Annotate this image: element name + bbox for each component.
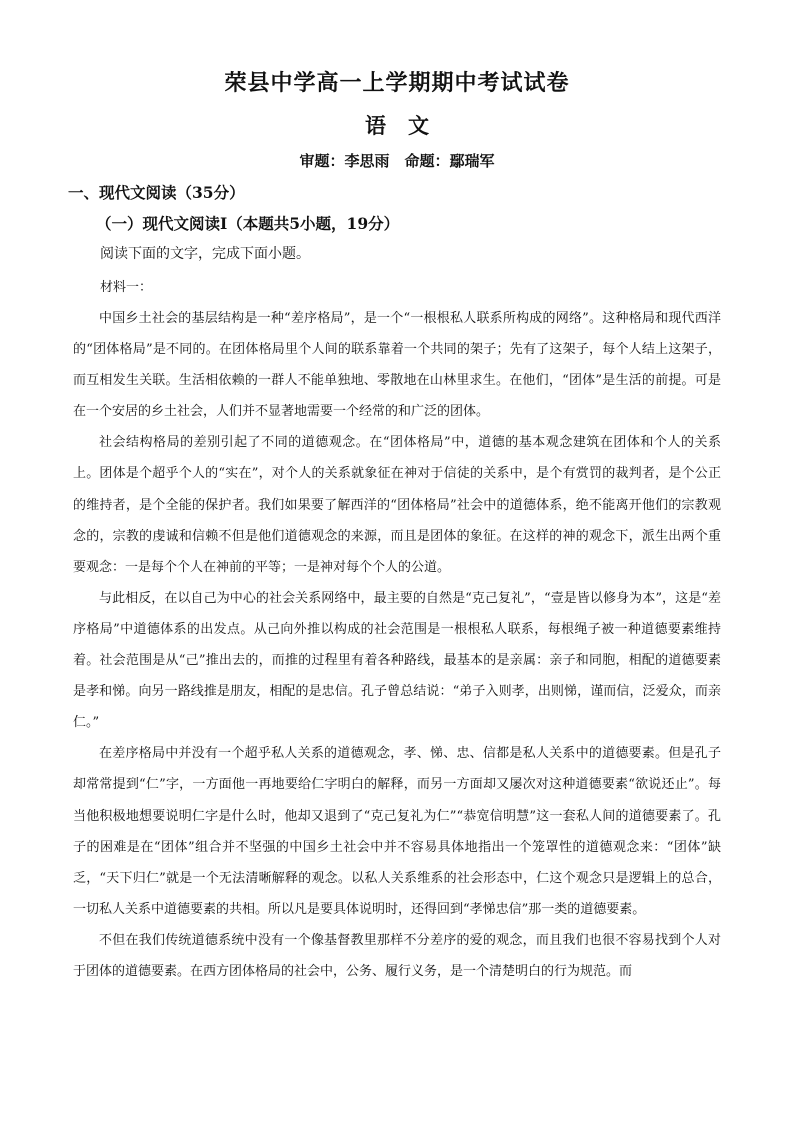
passage-paragraph: 社会结构格局的差别引起了不同的道德观念。在“团体格局”中，道德的基本观念建筑在团体和个人的关系上。团体是个超乎个人的“实在”，对个人的关系就象征在神对于信徒的关系中，是个有赏罚的裁判者，是个公正的维持者，是个全能的保护者。我们如果要了解西洋的“团体格局”社会中的道德体系，绝不能离开他们的宗教观念的，宗教的虔诚和信赖不但是他们道德观念的来源，而且是团体的象征。在这样的神的观念下，派生出两个重要观念：一是每个个人在神前的平等；一是神对每个个人的公道。 (73, 435, 721, 575)
exam-title: 荣县中学高一上学期期中考试试卷 (224, 70, 570, 96)
section-heading: 一、现代文阅读（35分） (68, 183, 245, 202)
reading-instruction: 阅读下面的文字，完成下面小题。 (100, 246, 310, 262)
reviewers-line: 审题：李思雨 命题：鄢瑞军 (299, 152, 495, 170)
material-label: 材料一： (100, 280, 153, 295)
passage-paragraph: 中国乡土社会的基层结构是一种“差序格局”，是一个“一根根私人联系所构成的网络”。这种格局和现代西洋的“团体格局”是不同的。在团体格局里个人间的联系靠着一个共同的架子；先有了这架子，每个人结上这架子，而互相发生关联。生活相依赖的一群人不能单独地、零散地在山林里求生。在他们，“团体”是生活的前提。可是在一个安居的乡土社会，人们并不显著地需要一个经常的和广泛的团体。 (73, 311, 721, 420)
subject-heading: 语文 (365, 113, 451, 138)
passage-paragraph: 不但在我们传统道德系统中没有一个像基督教里那样不分差序的爱的观念，而且我们也很不容易找到个人对于团体的道德要素。在西方团体格局的社会中，公务、履行义务，是一个清楚明白的行为规范。而 (73, 932, 721, 979)
passage-paragraph: 在差序格局中并没有一个超乎私人关系的道德观念，孝、悌、忠、信都是私人关系中的道德要素。但是孔子却常常提到“仁”字，一方面他一再地要给仁字明白的解释，而另一方面却又屡次对这种道德要素“欲说还止”。每当他积极地想要说明仁字是什么时，他却又退到了“克己复礼为仁”“恭宽信明慧”这一套私人间的道德要素了。孔子的困难是在“团体”组合并不坚强的中国乡土社会中并不容易具体地指出一个笼罩性的道德观念来：“团体”缺乏，“天下归仁”就是一个无法清晰解释的观念。以私人关系维系的社会形态中，仁这个观念只是逻辑上的总合，一切私人关系中道德要素的共相。所以凡是要具体说明时，还得回到“孝悌忠信”那一类的道德要素。 (73, 746, 721, 917)
passage-body (73, 303, 721, 987)
passage-paragraph: 与此相反，在以自己为中心的社会关系网络中，最主要的自然是“克己复礼”，“壹是皆以修身为本”，这是“差序格局”中道德体系的出发点。从己向外推以构成的社会范围是一根根私人联系，每根绳子被一种道德要素维持着。社会范围是从“己”推出去的，而推的过程里有着各种路线，最基本的是亲属：亲子和同胞，相配的道德要素是孝和悌。向另一路线推是朋友，相配的是忠信。孔子曾总结说：“弟子入则孝，出则悌，谨而信，泛爱众，而亲仁。” (73, 590, 721, 731)
subsection-heading: （一）现代文阅读Ⅰ（本题共5小题，19分） (96, 214, 400, 233)
